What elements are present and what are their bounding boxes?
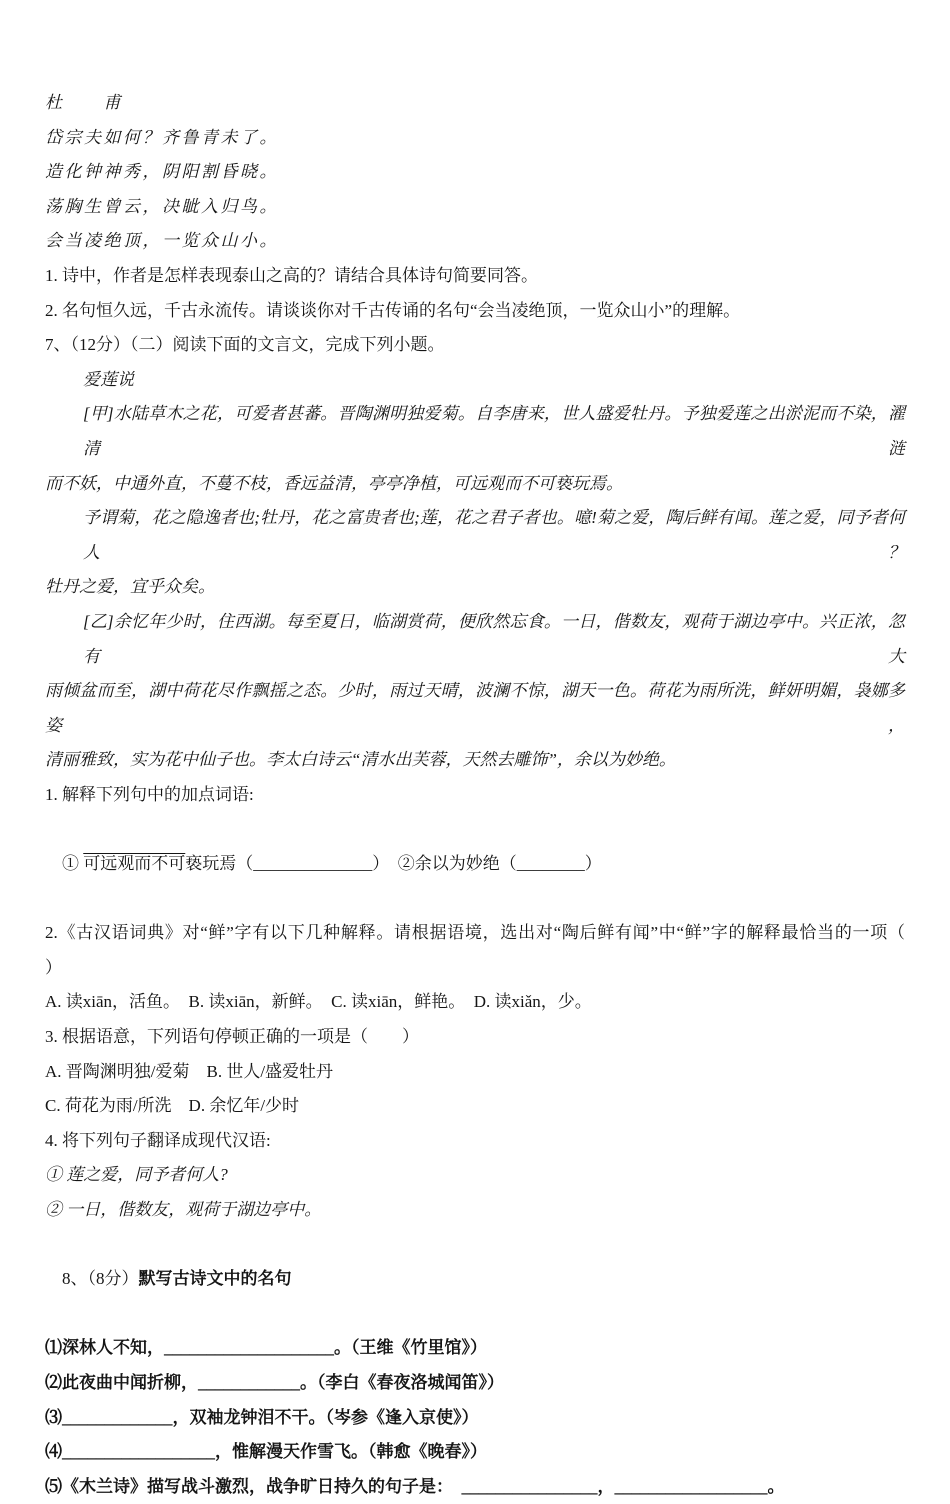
subquestion-4-header: 4. 将下列句子翻译成现代汉语: <box>45 1130 271 1150</box>
translation-sentence-2: ② 一日，偕数友，观荷于湖边亭中。 <box>45 1200 322 1219</box>
blank-item-1-quote: 可远观而不可 <box>83 854 186 874</box>
dictation-item-5: ⑸《木兰诗》描写战斗激烈，战争旷日持久的句子是： ________________，__________________。 <box>45 1476 785 1496</box>
passage-yi-line-3: 清丽雅致，实为花中仙子也。李太白诗云“清水出芙蓉，天然去雕饰”，余以为妙绝。 <box>45 750 676 770</box>
subquestion-2-close-paren: ） <box>45 957 62 977</box>
section-8-header <box>45 1228 905 1332</box>
passage-jia-line-1: [甲]水陆草木之花，可爱者甚蕃。晋陶渊明独爱菊。自李唐来，世人盛爱牡丹。予独爱莲之出淤泥而不染，濯清涟 <box>83 404 905 458</box>
subquestion-3-options-cd: C. 荷花为雨/所洗 D. 余忆年/少时 <box>45 1096 300 1116</box>
subquestion-1-blanks <box>45 812 905 916</box>
poem-line-2: 造化钟神秀，阴阳割昏晓。 <box>45 162 279 182</box>
poem-line-3: 荡胸生曾云，决眦入归鸟。 <box>45 196 279 216</box>
poem-line-4: 会当凌绝顶，一览众山小。 <box>45 231 279 251</box>
subquestion-2-options: A. 读xiān，活鱼。 B. 读xiān，新鲜。 C. 读xiān，鲜艳。 D. 读xiǎn，少。 <box>45 992 592 1012</box>
subquestion-3-header: 3. 根据语意，下列语句停顿正确的一项是（ ） <box>45 1027 419 1047</box>
passage-jia-line-2: 而不妖，中通外直，不蔓不枝，香远益清，亭亭净植，可远观而不可亵玩焉。 <box>45 473 623 493</box>
poem-line-1: 岱宗夫如何？齐鲁青未了。 <box>45 127 279 147</box>
section-7-header: 7、（12分）（二）阅读下面的文言文，完成下列小题。 <box>45 335 445 355</box>
dictation-item-3: ⑶_____________，双袖龙钟泪不干。（岑参《逢入京使》） <box>45 1407 479 1427</box>
poem-question-1: 1. 诗中，作者是怎样表现泰山之高的？请结合具体诗句简要同答。 <box>45 265 538 285</box>
dictation-item-2: ⑵此夜曲中闻折柳，____________。（李白《春夜洛城闻笛》） <box>45 1372 504 1392</box>
subquestion-3-options-ab: A. 晋陶渊明独/爱菊 B. 世人/盛爱牡丹 <box>45 1061 334 1081</box>
section-8-title: 默写古诗文中的名句 <box>138 1269 292 1289</box>
dictation-item-1: ⑴深林人不知，____________________。（王维《竹里馆》） <box>45 1338 487 1358</box>
section-8-number: 8、（8分） <box>62 1269 139 1289</box>
passage-jia-line-3: 予谓菊，花之隐逸者也;牡丹，花之富贵者也;莲，花之君子者也。噫!菊之爱，陶后鲜有闻。莲之爱，同予者何人？ <box>83 508 905 562</box>
poem-question-2: 2. 名句恒久远，千古永流传。请谈谈你对千古传诵的名句“会当凌绝顶，一览众山小”的理解。 <box>45 300 741 320</box>
blank-item-1-marker: ① <box>62 854 84 874</box>
blank-item-1-rest: 亵玩焉（______________） ②余以为妙绝（________） <box>185 854 602 874</box>
passage-yi-line-2: 雨倾盆而至，湖中荷花尽作飘摇之态。少时，雨过天晴，波澜不惊，湖天一色。荷花为雨所洗，鲜妍明媚，袅娜多姿， <box>45 681 905 735</box>
translation-sentence-1: ① 莲之爱，同予者何人? <box>45 1165 228 1185</box>
dictation-item-4: ⑷__________________，惟解漫天作雪飞。（韩愈《晚春》） <box>45 1442 487 1462</box>
subquestion-1-header: 1. 解释下列句中的加点词语: <box>45 784 254 804</box>
poem-author: 杜 甫 <box>45 93 123 112</box>
subquestion-2-header: 2.《古汉语词典》对“鲜”字有以下几种解释。请根据语境，选出对“陶后鲜有闻”中“鲜”字的解释最恰当的一项（ <box>45 923 905 943</box>
passage-title: 爱莲说 <box>83 369 134 389</box>
passage-yi-line-1: [乙]余忆年少时，住西湖。每至夏日，临湖赏荷，便欣然忘食。一日，偕数友，观荷于湖边亭中。兴正浓，忽有大 <box>83 611 905 666</box>
passage-jia-line-4: 牡丹之爱，宜乎众矣。 <box>45 577 215 597</box>
